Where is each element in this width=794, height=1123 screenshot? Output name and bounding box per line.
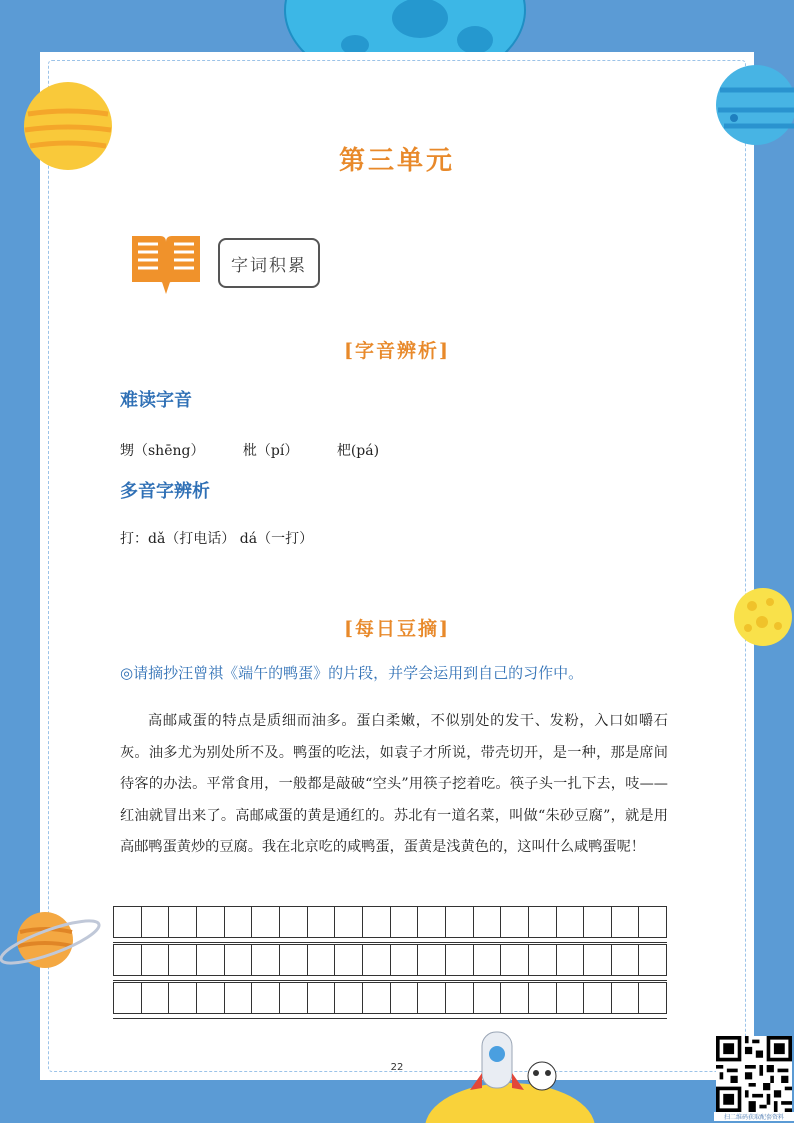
ringed-planet-decoration (0, 902, 104, 982)
book-icon (128, 228, 204, 294)
polyphone-heading: 多音字辨析 (120, 481, 210, 502)
unit-title: 第三单元 (338, 146, 455, 176)
writing-grid-row[interactable] (113, 982, 667, 1014)
qr-code-icon[interactable] (716, 1036, 792, 1112)
blue-planet-decoration (712, 60, 794, 150)
hard-sound-item: 杷(pá) (336, 443, 380, 459)
writing-grid-row[interactable] (113, 906, 667, 938)
hard-sound-item: 枇（pí） (242, 443, 299, 459)
qr-caption: 扫二维码获取配套资料 (714, 1112, 794, 1121)
section-title-excerpt: [每日豆摘] (344, 618, 450, 640)
grid-divider (113, 1018, 667, 1019)
grid-divider (113, 942, 667, 943)
hard-sounds-heading: 难读字音 (120, 390, 192, 411)
excerpt-passage: 高邮咸蛋的特点是质细而油多。蛋白柔嫩，不似别处的发干、发粉，入口如嚼石灰。油多尤为别处所不及。鸭蛋的吃法，如袁子才所说，带壳切开，是一种，那是席间待客的办法。平常食用，一般都是敲破“空头”用筷子挖着吃。筷子头一扎下去，吱——红油就冒出来了。高邮咸蛋的黄是通红的。苏北有一道名菜，叫做“朱砂豆腐”，就是用高邮鸭蛋黄炒的豆腐。我在北京吃的咸鸭蛋，蛋黄是浅黄色的，这叫什么咸鸭蛋呢！ (120, 713, 668, 855)
hard-sound-item: 甥（shēng） (120, 443, 205, 459)
writing-grid-row[interactable] (113, 944, 667, 976)
section-title-pronunciation: [字音辨析] (344, 340, 450, 362)
page-number: 22 (390, 1062, 404, 1073)
section-label-box: 字词积累 (218, 238, 320, 288)
grid-divider (113, 980, 667, 981)
hard-sounds-line (120, 440, 413, 460)
instruction-text: ◎请摘抄汪曾祺《端午的鸭蛋》的片段，并学会运用到自己的习作中。 (120, 664, 584, 682)
polyphone-line: 打：dǎ（打电话） dá（一打） (120, 531, 314, 547)
